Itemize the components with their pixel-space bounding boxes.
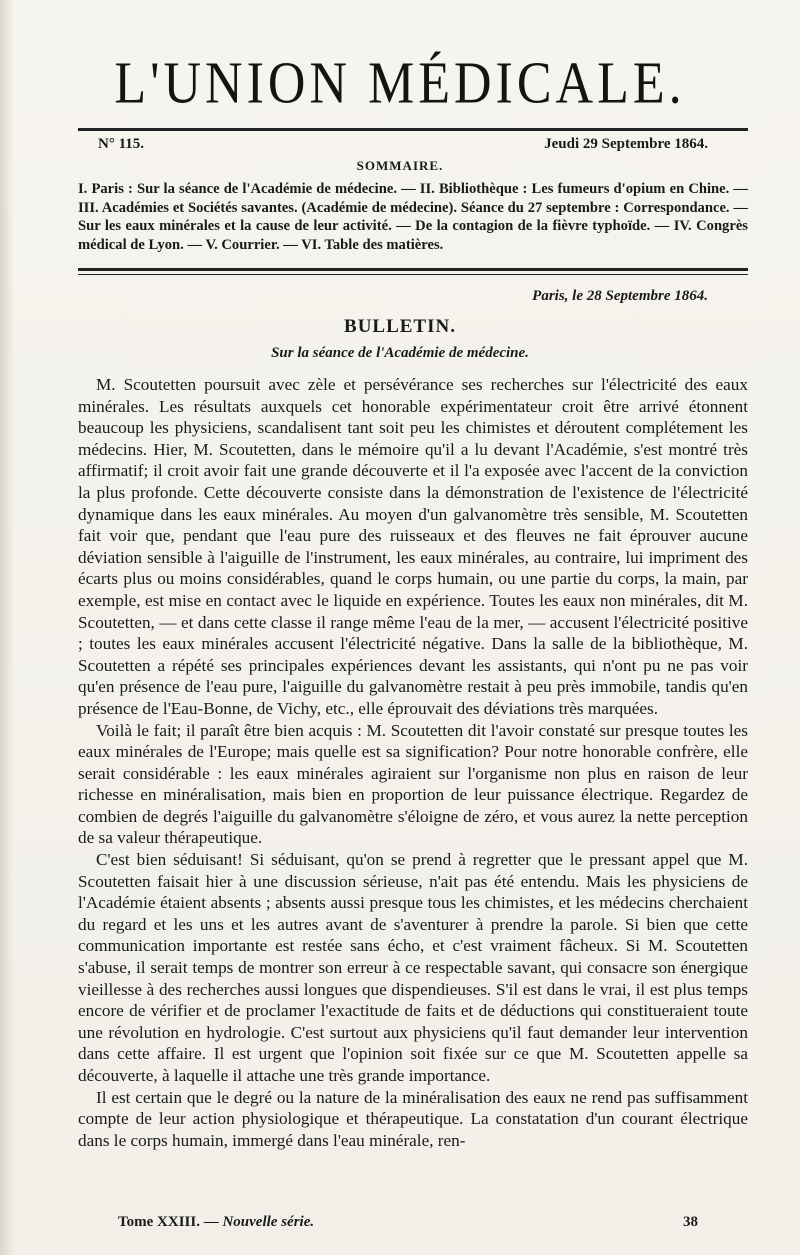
summary-title: SOMMAIRE. <box>356 158 444 173</box>
summary-text: I. Paris : Sur la séance de l'Académie de médecine. — II. Bibliothèque : Les fumeurs d'opium en Chine. — III. Académies et Sociétés savantes. (Académie de médecine). Séance du 27 septembre : Correspondance. — Sur les eaux minérales et la cause de leur activité. — De la contagion de la fièvre typhoïde. — IV. Congrès médical de Lyon. — V. Courrier. — VI. Table des matières. <box>78 181 748 253</box>
issue-number: N° 115. <box>98 136 145 152</box>
summary-rule-bottom <box>78 274 748 275</box>
masthead-title: L'UNION MÉDICALE. <box>114 50 686 117</box>
paragraph: M. Scoutetten poursuit avec zèle et persévérance ses recherches sur l'électricité des eaux minérales. Les résultats auxquels cet honorable expérimentateur croit être arrivé étonnent beaucoup les physiciens, scandalisent tant soit peu les chimistes et déroutent complétement les médecins. Hier, M. Scoutetten, dans le mémoire qu'il a lu devant l'Académie, s'est montré très affirmatif; il croit avoir fait une grande découverte et il l'a exposée avec l'accent de la conviction la plus profonde. Cette découverte consiste dans la démonstration de l'existence de l'électricité dynamique dans les eaux minérales. Au moyen d'un galvanomètre très sensible, M. Scoutetten fait voir que, pendant que l'eau pure des ruisseaux et des fleuves ne fait éprouver aucune déviation sensible à l'aiguille de l'instrument, les eaux minérales, au contraire, lui impriment des écarts plus ou moins considérables, quand le corps humain, ou une partie du corps, la main, par exemple, est mise en contact avec le liquide en expérience. Toutes les eaux non minérales, dit M. Scoutetten, — et dans cette classe il range même l'eau de la mer, — accusent l'électricité positive ; toutes les eaux minérales accusent l'électricité négative. Dans la salle de la bibliothèque, M. Scoutetten a répété ses principales expériences devant les assistants, qui n'ont pu ne pas voir qu'en présence de l'eau pure, l'aiguille du galvanomètre restait à peu près immobile, tandis qu'en présence de l'Eau-Bonne, de Vichy, etc., elle éprouvait des déviations très marquées. <box>78 375 748 718</box>
page-footer <box>118 1214 698 1231</box>
page-number: 38 <box>683 1214 698 1230</box>
issue-date: Jeudi 29 Septembre 1864. <box>544 136 708 152</box>
page-edge-shadow <box>0 0 14 1255</box>
series-label: Nouvelle série. <box>222 1214 315 1230</box>
issue-info-row <box>98 136 708 153</box>
paragraph: Voilà le fait; il paraît être bien acquis : M. Scoutetten dit l'avoir constaté sur presque toutes les eaux minérales de l'Europe; mais quelle est sa signification? Pour notre honorable confrère, elle serait considérable : les eaux minérales agiraient sur l'organisme non plus en raison de leur richesse en minéralisation, mais bien en proportion de leur puissance électrique. Regardez de combien de degrés l'aiguille du galvanomètre s'éloigne de zéro, et vous aurez la nette perception de sa valeur thérapeutique. <box>78 720 748 848</box>
volume-info <box>118 1214 314 1231</box>
dateline: Paris, le 28 Septembre 1864. <box>532 288 708 304</box>
paragraph: Il est certain que le degré ou la nature de la minéralisation des eaux ne rend pas suffisamment compte de leur action physiologique et thérapeutique. La constatation d'un courant électrique dans le corps humain, immergé dans l'eau minérale, ren- <box>78 1087 748 1150</box>
paragraph: C'est bien séduisant! Si séduisant, qu'on se prend à regretter que le pressant appel que M. Scoutetten faisait hier à une discussion sérieuse, n'ait pas été entendu. Mais les physiciens de l'Académie étaient absents ; absents aussi presque tous les chimistes, et les médecins cherchaient du regard et les uns et les autres avant de s'aventurer à prendre la parole. Si bien que cette communication importante est restée sans écho, et c'est vraiment fâcheux. Si M. Scoutetten s'abuse, il serait temps de montrer son erreur à ce respectable savant, qui consacre son énergique vieillesse à des recherches aussi longues que dispendieuses. S'il est dans le vrai, il est plus temps encore de vérifier et de proclamer l'exactitude de faits et de déductions qui constitueraient toute une révolution en hydrologie. C'est surtout aux physiciens qu'il faut demander leur intervention dans cette affaire. Il est urgent que l'opinion soit fixée sur ce que M. Scoutetten appelle sa découverte, à laquelle il attache une très grande importance. <box>78 850 748 1085</box>
section-subhead: Sur la séance de l'Académie de médecine. <box>271 345 529 361</box>
masthead-rule <box>78 128 748 131</box>
volume-label: Tome XXIII. — <box>118 1214 219 1230</box>
summary-rule-top <box>78 268 748 271</box>
section-title: BULLETIN. <box>344 316 456 337</box>
article-body <box>78 374 748 1151</box>
